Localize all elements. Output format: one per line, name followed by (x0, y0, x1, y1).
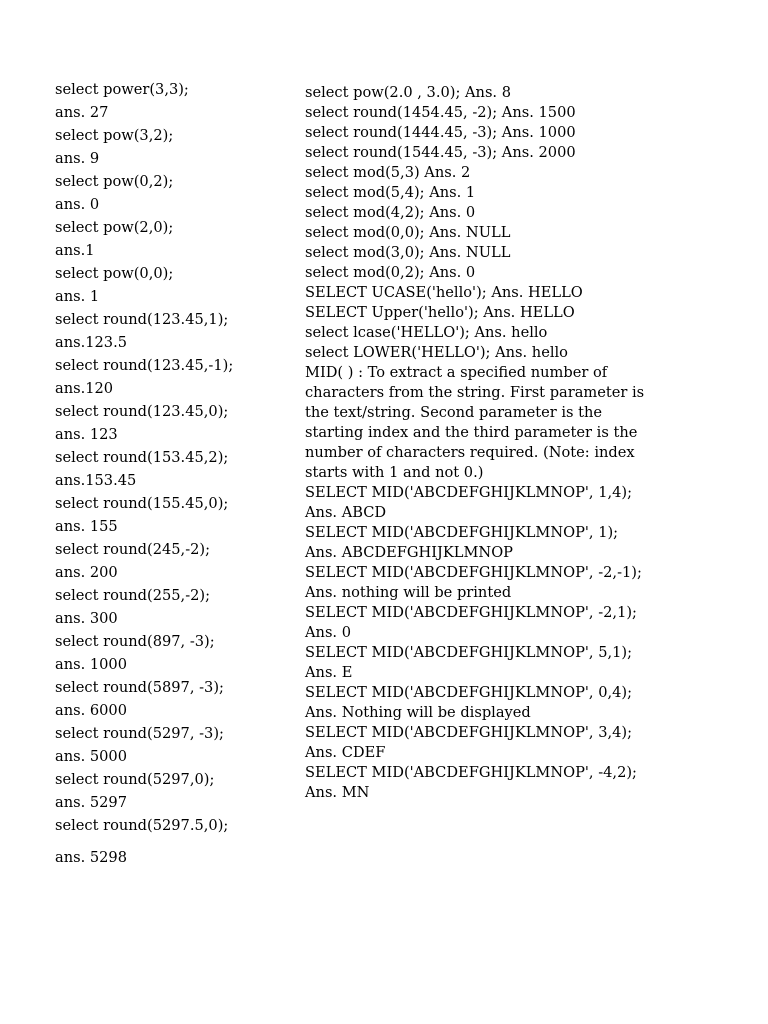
left-column-line: ans. 1000 (55, 656, 128, 673)
left-column-line: select round(245,-2); (55, 541, 211, 558)
right-column-line: SELECT Upper('hello'); Ans. HELLO (305, 304, 575, 321)
right-column-line: SELECT MID('ABCDEFGHIJKLMNOP', -4,2); (305, 764, 637, 781)
left-column-line: ans. 5000 (55, 748, 128, 765)
right-column-line: Ans. E (305, 664, 353, 681)
left-column-line: select round(123.45,1); (55, 311, 229, 328)
left-column-line: ans.153.45 (55, 472, 137, 489)
left-column-line: ans.1 (55, 242, 95, 259)
right-column-line: the text/string. Second parameter is the (305, 404, 603, 421)
right-column-line: select mod(3,0); Ans. NULL (305, 244, 511, 261)
left-column-line: ans. 123 (55, 426, 118, 443)
left-column-line: ans. 200 (55, 564, 118, 581)
left-column-line: select pow(0,2); (55, 173, 174, 190)
left-column-line: select pow(3,2); (55, 127, 174, 144)
left-column-line: select pow(0,0); (55, 265, 174, 282)
right-column-line: characters from the string. First parameter is (305, 384, 645, 401)
right-column-line: Ans. ABCD (305, 504, 387, 521)
left-column-line: select round(123.45,-1); (55, 357, 234, 374)
left-column-line: ans.120 (55, 380, 114, 397)
left-column-line: select round(5297.5,0); (55, 817, 229, 834)
left-column-line: ans. 5297 (55, 794, 128, 811)
right-column-line: SELECT UCASE('hello'); Ans. HELLO (305, 284, 583, 301)
right-column-line: select round(1444.45, -3); Ans. 1000 (305, 124, 576, 141)
left-column-line: select power(3,3); (55, 81, 189, 98)
right-column-line: select lcase('HELLO'); Ans. hello (305, 324, 548, 341)
left-column-line: ans. 9 (55, 150, 100, 167)
left-column-line: select round(153.45,2); (55, 449, 229, 466)
left-column-line: ans.123.5 (55, 334, 128, 351)
right-column-line: SELECT MID('ABCDEFGHIJKLMNOP', 1,4); (305, 484, 633, 501)
right-column-line: SELECT MID('ABCDEFGHIJKLMNOP', 3,4); (305, 724, 633, 741)
left-column-line: select round(5897, -3); (55, 679, 224, 696)
left-column-line: ans. 155 (55, 518, 118, 535)
right-column (305, 83, 665, 803)
left-column-line: ans. 1 (55, 288, 100, 305)
left-column-line: ans. 27 (55, 104, 109, 121)
left-column-line: select round(255,-2); (55, 587, 211, 604)
right-column-line: select mod(4,2); Ans. 0 (305, 204, 476, 221)
right-column-line: number of characters required. (Note: index (305, 444, 635, 461)
right-column-line: MID( ) : To extract a specified number of (305, 364, 608, 381)
right-column-line: Ans. 0 (305, 624, 351, 641)
right-column-line: Ans. Nothing will be displayed (305, 704, 531, 721)
left-column-line: select round(123.45,0); (55, 403, 229, 420)
left-column-line: select round(897, -3); (55, 633, 215, 650)
left-column-line: select round(5297,0); (55, 771, 215, 788)
left-column-line: ans. 0 (55, 196, 100, 213)
left-column-line: select round(155.45,0); (55, 495, 229, 512)
right-column-line: SELECT MID('ABCDEFGHIJKLMNOP', 5,1); (305, 644, 633, 661)
left-column-line: select round(5297, -3); (55, 725, 224, 742)
right-column-line: SELECT MID('ABCDEFGHIJKLMNOP', 1); (305, 524, 619, 541)
right-column-line: select mod(0,2); Ans. 0 (305, 264, 476, 281)
right-column-line: select LOWER('HELLO'); Ans. hello (305, 344, 568, 361)
right-column-line: select mod(5,4); Ans. 1 (305, 184, 476, 201)
right-column-line: Ans. MN (305, 784, 370, 801)
left-column-line: select pow(2,0); (55, 219, 174, 236)
left-column-line: ans. 5298 (55, 849, 128, 866)
right-column-line: starting index and the third parameter is the (305, 424, 638, 441)
right-column-line: SELECT MID('ABCDEFGHIJKLMNOP', 0,4); (305, 684, 633, 701)
right-column-line: Ans. nothing will be printed (305, 584, 512, 601)
right-column-line: select round(1544.45, -3); Ans. 2000 (305, 144, 576, 161)
right-column-line: select mod(0,0); Ans. NULL (305, 224, 511, 241)
right-column-line: SELECT MID('ABCDEFGHIJKLMNOP', -2,-1); (305, 564, 642, 581)
right-column-line: Ans. CDEF (305, 744, 386, 761)
right-column-line: SELECT MID('ABCDEFGHIJKLMNOP', -2,1); (305, 604, 637, 621)
right-column-line: select pow(2.0 , 3.0); Ans. 8 (305, 84, 511, 101)
left-column-line: ans. 300 (55, 610, 118, 627)
right-column-line: select round(1454.45, -2); Ans. 1500 (305, 104, 576, 121)
right-column-line: starts with 1 and not 0.) (305, 464, 484, 481)
left-column (55, 78, 295, 869)
right-column-line: select mod(5,3) Ans. 2 (305, 164, 471, 181)
left-column-line: ans. 6000 (55, 702, 128, 719)
right-column-line: Ans. ABCDEFGHIJKLMNOP (305, 544, 513, 561)
